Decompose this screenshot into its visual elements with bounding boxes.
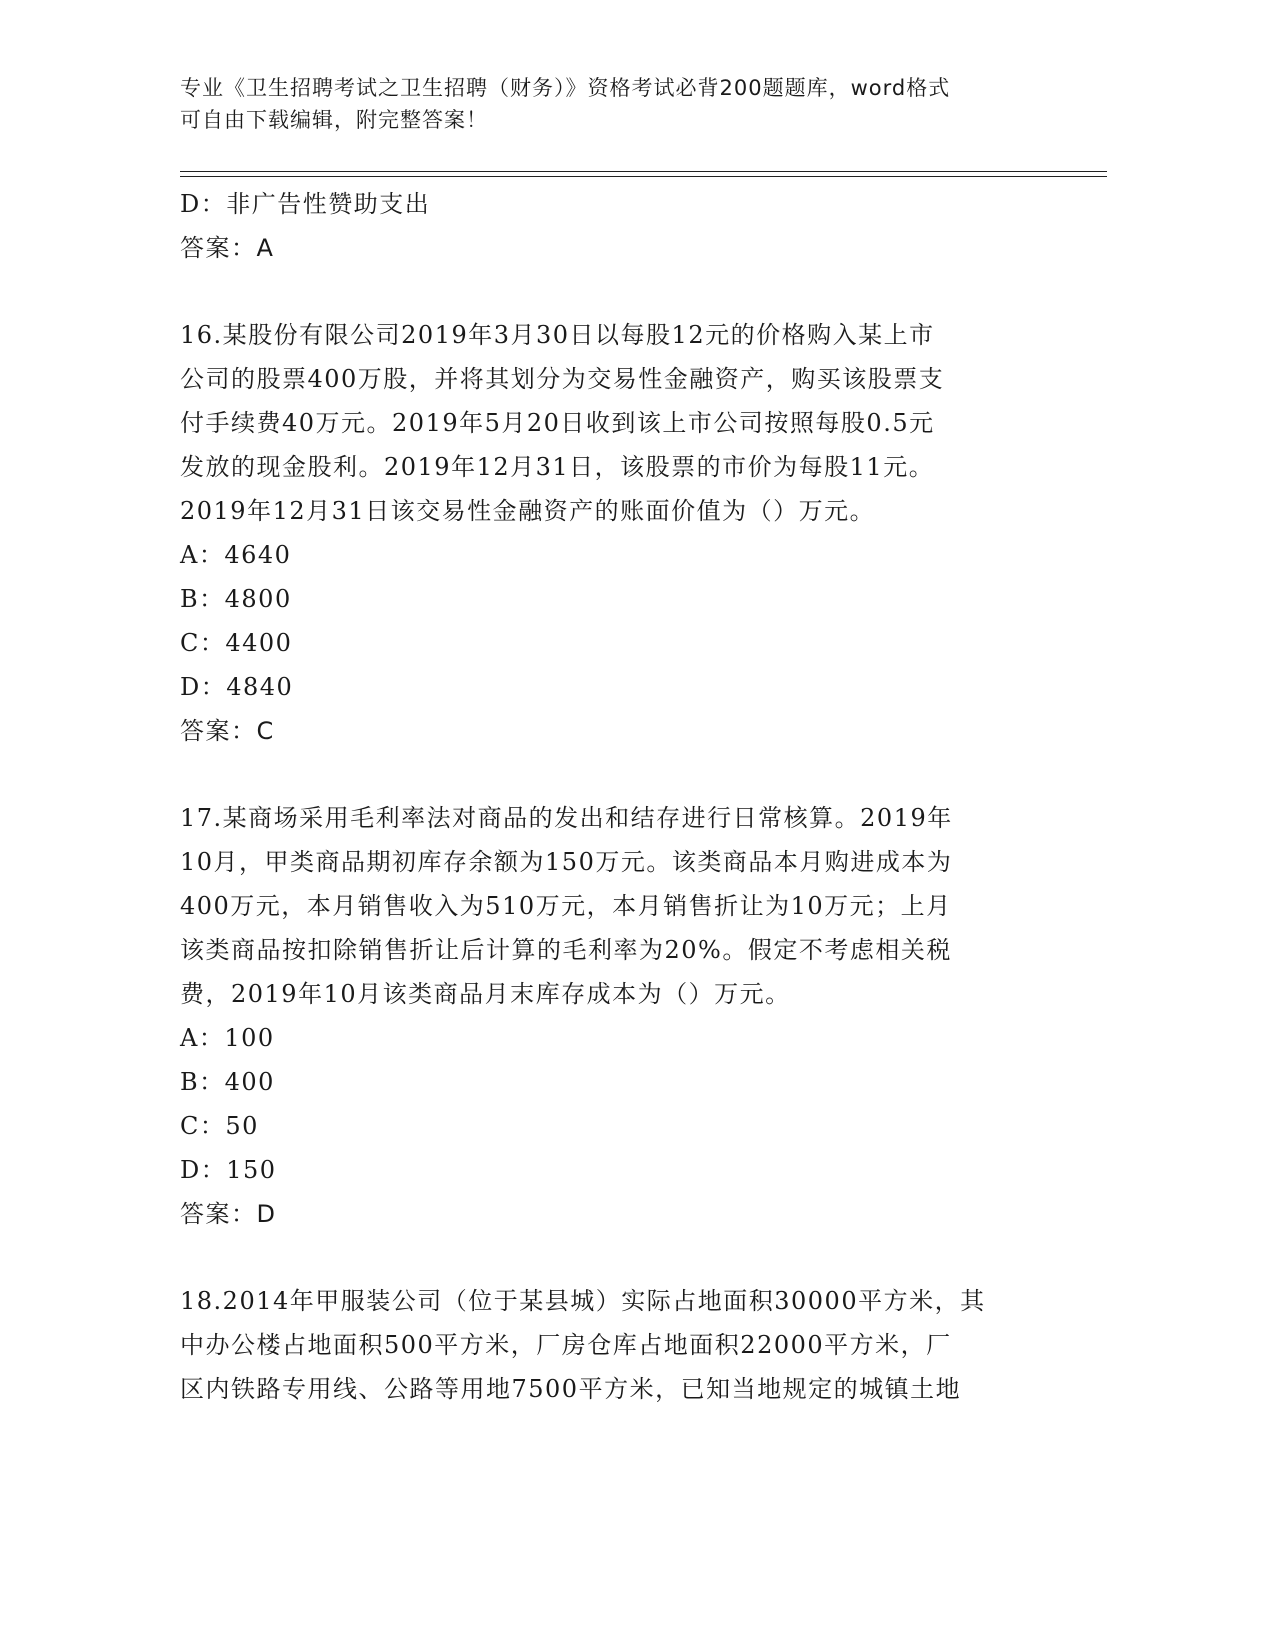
document-body: [180, 182, 1040, 1411]
q17-option-b: B：400: [180, 1068, 275, 1096]
q17-option-c: C：50: [180, 1112, 259, 1140]
question-17: [180, 796, 1040, 1236]
q18-stem-line: 中办公楼占地面积500平方米，厂房仓库占地面积22000平方米，厂: [180, 1331, 952, 1359]
q15-option-d: D：非广告性赞助支出: [180, 190, 431, 218]
document-header: [180, 72, 1040, 136]
header-line-2: 可自由下载编辑，附完整答案！: [180, 108, 488, 132]
header-divider-bottom: [180, 176, 1107, 177]
spacer: [180, 753, 1040, 796]
q17-stem-line: 17.某商场采用毛利率法对商品的发出和结存进行日常核算。2019年: [180, 804, 953, 832]
q17-answer: 答案：D: [180, 1200, 277, 1228]
spacer: [180, 270, 1040, 313]
q16-option-b: B：4800: [180, 585, 292, 613]
q17-stem-line: 费，2019年10月该类商品月末库存成本为（）万元。: [180, 980, 791, 1008]
q16-option-d: D：4840: [180, 673, 294, 701]
q18-stem-line: 区内铁路专用线、公路等用地7500平方米，已知当地规定的城镇土地: [180, 1375, 962, 1403]
q17-stem-line: 该类商品按扣除销售折让后计算的毛利率为20%。假定不考虑相关税: [180, 936, 952, 964]
header-divider-top: [180, 171, 1107, 172]
question-18: [180, 1279, 1040, 1411]
question-16: [180, 313, 1040, 753]
spacer: [180, 1236, 1040, 1279]
q17-option-d: D：150: [180, 1156, 277, 1184]
q17-stem-line: 10月，甲类商品期初库存余额为150万元。该类商品本月购进成本为: [180, 848, 953, 876]
q16-stem-line: 公司的股票400万股，并将其划分为交易性金融资产，购买该股票支: [180, 365, 945, 393]
q17-option-a: A：100: [180, 1024, 275, 1052]
q18-stem-line: 18.2014年甲服装公司（位于某县城）实际占地面积30000平方米，其: [180, 1287, 986, 1315]
q16-option-c: C：4400: [180, 629, 293, 657]
q16-stem-line: 付手续费40万元。2019年5月20日收到该上市公司按照每股0.5元: [180, 409, 935, 437]
q16-stem-line: 发放的现金股利。2019年12月31日，该股票的市价为每股11元。: [180, 453, 935, 481]
q16-stem-line: 2019年12月31日该交易性金融资产的账面价值为（）万元。: [180, 497, 876, 525]
q16-option-a: A：4640: [180, 541, 292, 569]
q16-answer: 答案：C: [180, 717, 275, 745]
q16-stem-line: 16.某股份有限公司2019年3月30日以每股12元的价格购入某上市: [180, 321, 935, 349]
q15-answer: 答案：A: [180, 234, 275, 262]
header-line-1: 专业《卫生招聘考试之卫生招聘（财务）》资格考试必背200题题库，word格式: [180, 76, 951, 100]
q17-stem-line: 400万元，本月销售收入为510万元，本月销售折让为10万元；上月: [180, 892, 952, 920]
